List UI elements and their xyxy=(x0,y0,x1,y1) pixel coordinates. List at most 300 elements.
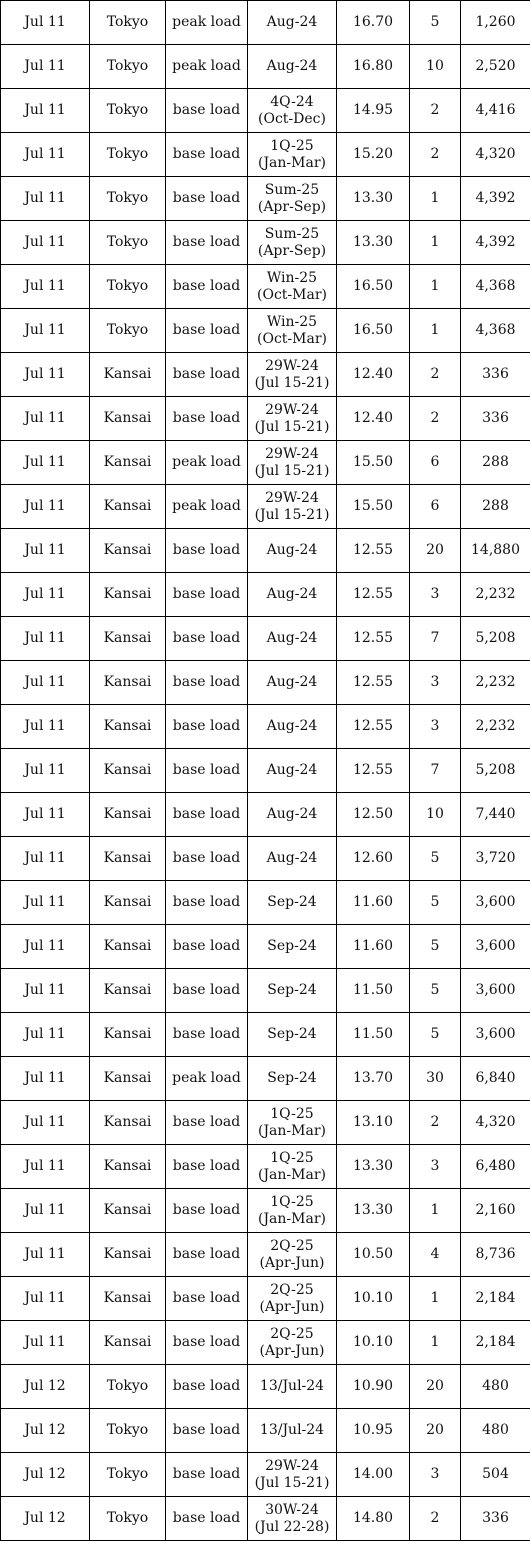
price-cell: 13.70 xyxy=(337,1057,410,1101)
date-cell: Jul 11 xyxy=(1,1321,90,1365)
volume-cell: 1,260 xyxy=(461,1,530,45)
load-type-cell: base load xyxy=(166,793,248,837)
area-cell: Kansai xyxy=(90,1145,166,1189)
load-type-cell: base load xyxy=(166,89,248,133)
date-cell: Jul 11 xyxy=(1,925,90,969)
date-cell: Jul 11 xyxy=(1,1145,90,1189)
load-type-cell: base load xyxy=(166,749,248,793)
delivery-period-cell xyxy=(248,353,337,397)
delivery-period-range: (Jul 15-21) xyxy=(254,506,330,523)
area-cell: Kansai xyxy=(90,1013,166,1057)
delivery-period-cell xyxy=(248,441,337,485)
delivery-period-cell xyxy=(248,925,337,969)
area-cell: Kansai xyxy=(90,1057,166,1101)
date-cell: Jul 11 xyxy=(1,617,90,661)
area-cell: Tokyo xyxy=(90,133,166,177)
volume-cell: 5,208 xyxy=(461,749,530,793)
date-cell: Jul 11 xyxy=(1,529,90,573)
area-cell: Kansai xyxy=(90,1321,166,1365)
delivery-period-cell xyxy=(248,1013,337,1057)
quantity-cell: 10 xyxy=(410,793,461,837)
price-cell: 14.95 xyxy=(337,89,410,133)
load-type-cell: peak load xyxy=(166,1057,248,1101)
load-type-cell: base load xyxy=(166,1233,248,1277)
delivery-period-range: (Apr-Sep) xyxy=(257,198,327,215)
area-cell: Kansai xyxy=(90,353,166,397)
volume-cell: 3,600 xyxy=(461,881,530,925)
delivery-period-label: 1Q-25 xyxy=(270,1105,314,1122)
delivery-period-label: Aug-24 xyxy=(266,542,318,558)
delivery-period-cell xyxy=(248,661,337,705)
load-type-cell: base load xyxy=(166,1321,248,1365)
quantity-cell: 1 xyxy=(410,221,461,265)
quantity-cell: 7 xyxy=(410,749,461,793)
table-row xyxy=(1,837,530,881)
area-cell: Tokyo xyxy=(90,1,166,45)
volume-cell: 336 xyxy=(461,397,530,441)
table-row xyxy=(1,793,530,837)
date-cell: Jul 11 xyxy=(1,1101,90,1145)
date-cell: Jul 11 xyxy=(1,221,90,265)
quantity-cell: 5 xyxy=(410,837,461,881)
delivery-period-label: Aug-24 xyxy=(266,806,318,822)
delivery-period-range: (Oct-Dec) xyxy=(258,110,326,127)
area-cell: Kansai xyxy=(90,573,166,617)
quantity-cell: 4 xyxy=(410,1233,461,1277)
delivery-period-cell xyxy=(248,309,337,353)
date-cell: Jul 11 xyxy=(1,881,90,925)
price-cell: 11.50 xyxy=(337,1013,410,1057)
area-cell: Tokyo xyxy=(90,309,166,353)
volume-cell: 504 xyxy=(461,1453,530,1497)
delivery-period-cell xyxy=(248,969,337,1013)
delivery-period-range: (Apr-Sep) xyxy=(257,242,327,259)
delivery-period-range: (Oct-Mar) xyxy=(257,286,327,303)
area-cell: Kansai xyxy=(90,925,166,969)
table-row xyxy=(1,1277,530,1321)
delivery-period-cell xyxy=(248,1497,337,1541)
table-row xyxy=(1,1365,530,1409)
price-cell: 11.60 xyxy=(337,925,410,969)
date-cell: Jul 11 xyxy=(1,133,90,177)
delivery-period-label: Win-25 xyxy=(266,269,318,286)
delivery-period-label: Aug-24 xyxy=(266,674,318,690)
volume-cell: 2,184 xyxy=(461,1277,530,1321)
delivery-period-label: 29W-24 xyxy=(265,445,319,462)
price-cell: 16.70 xyxy=(337,1,410,45)
delivery-period-range: (Jan-Mar) xyxy=(257,1122,326,1139)
delivery-period-range: (Apr-Jun) xyxy=(259,1254,325,1271)
quantity-cell: 6 xyxy=(410,485,461,529)
delivery-period-label: Aug-24 xyxy=(266,718,318,734)
quantity-cell: 1 xyxy=(410,265,461,309)
delivery-period-cell xyxy=(248,1101,337,1145)
table-row xyxy=(1,441,530,485)
quantity-cell: 30 xyxy=(410,1057,461,1101)
delivery-period-cell xyxy=(248,133,337,177)
date-cell: Jul 12 xyxy=(1,1365,90,1409)
area-cell: Tokyo xyxy=(90,1409,166,1453)
delivery-period-cell xyxy=(248,881,337,925)
table-row xyxy=(1,89,530,133)
load-type-cell: base load xyxy=(166,573,248,617)
delivery-period-cell xyxy=(248,793,337,837)
volume-cell: 6,840 xyxy=(461,1057,530,1101)
table-row xyxy=(1,1321,530,1365)
delivery-period-cell xyxy=(248,1233,337,1277)
table-row xyxy=(1,397,530,441)
quantity-cell: 3 xyxy=(410,573,461,617)
quantity-cell: 20 xyxy=(410,529,461,573)
load-type-cell: peak load xyxy=(166,441,248,485)
area-cell: Tokyo xyxy=(90,1365,166,1409)
delivery-period-label: 30W-24 xyxy=(265,1501,319,1518)
area-cell: Tokyo xyxy=(90,45,166,89)
quantity-cell: 1 xyxy=(410,1321,461,1365)
delivery-period-label: Sum-25 xyxy=(264,225,320,242)
price-cell: 13.30 xyxy=(337,221,410,265)
area-cell: Kansai xyxy=(90,617,166,661)
price-cell: 10.10 xyxy=(337,1321,410,1365)
area-cell: Kansai xyxy=(90,1277,166,1321)
table-row xyxy=(1,265,530,309)
volume-cell: 2,232 xyxy=(461,573,530,617)
delivery-period-range: (Apr-Jun) xyxy=(259,1342,325,1359)
date-cell: Jul 11 xyxy=(1,353,90,397)
delivery-period-range: (Jul 15-21) xyxy=(254,418,330,435)
load-type-cell: base load xyxy=(166,397,248,441)
load-type-cell: base load xyxy=(166,1365,248,1409)
area-cell: Kansai xyxy=(90,485,166,529)
quantity-cell: 5 xyxy=(410,1,461,45)
area-cell: Kansai xyxy=(90,441,166,485)
delivery-period-range: (Apr-Jun) xyxy=(259,1298,325,1315)
delivery-period-range: (Oct-Mar) xyxy=(257,330,327,347)
load-type-cell: base load xyxy=(166,133,248,177)
volume-cell: 3,600 xyxy=(461,969,530,1013)
delivery-period-cell xyxy=(248,397,337,441)
load-type-cell: base load xyxy=(166,1189,248,1233)
table-row xyxy=(1,1101,530,1145)
delivery-period-label: Aug-24 xyxy=(266,850,318,866)
delivery-period-label: 29W-24 xyxy=(265,489,319,506)
delivery-period-label: Aug-24 xyxy=(266,630,318,646)
volume-cell: 4,392 xyxy=(461,221,530,265)
volume-cell: 3,600 xyxy=(461,925,530,969)
area-cell: Kansai xyxy=(90,661,166,705)
price-cell: 12.50 xyxy=(337,793,410,837)
table-row xyxy=(1,485,530,529)
price-cell: 15.50 xyxy=(337,485,410,529)
volume-cell: 288 xyxy=(461,485,530,529)
load-type-cell: base load xyxy=(166,1277,248,1321)
volume-cell: 2,232 xyxy=(461,661,530,705)
load-type-cell: base load xyxy=(166,353,248,397)
date-cell: Jul 12 xyxy=(1,1409,90,1453)
delivery-period-cell xyxy=(248,221,337,265)
table-row xyxy=(1,1145,530,1189)
delivery-period-label: Aug-24 xyxy=(266,586,318,602)
delivery-period-cell xyxy=(248,1057,337,1101)
price-cell: 10.50 xyxy=(337,1233,410,1277)
price-cell: 12.55 xyxy=(337,617,410,661)
area-cell: Kansai xyxy=(90,1101,166,1145)
volume-cell: 4,392 xyxy=(461,177,530,221)
price-cell: 12.60 xyxy=(337,837,410,881)
date-cell: Jul 11 xyxy=(1,969,90,1013)
delivery-period-range: (Jul 15-21) xyxy=(254,374,330,391)
volume-cell: 4,320 xyxy=(461,133,530,177)
volume-cell: 480 xyxy=(461,1409,530,1453)
price-cell: 12.55 xyxy=(337,705,410,749)
delivery-period-label: Aug-24 xyxy=(266,14,318,30)
volume-cell: 7,440 xyxy=(461,793,530,837)
delivery-period-cell xyxy=(248,1145,337,1189)
date-cell: Jul 11 xyxy=(1,1189,90,1233)
volume-cell: 4,368 xyxy=(461,265,530,309)
quantity-cell: 6 xyxy=(410,441,461,485)
table-row xyxy=(1,1497,530,1541)
date-cell: Jul 11 xyxy=(1,1233,90,1277)
price-cell: 12.55 xyxy=(337,661,410,705)
quantity-cell: 5 xyxy=(410,925,461,969)
volume-cell: 336 xyxy=(461,1497,530,1541)
load-type-cell: base load xyxy=(166,221,248,265)
delivery-period-cell xyxy=(248,1365,337,1409)
delivery-period-label: Sep-24 xyxy=(267,1070,317,1086)
quantity-cell: 5 xyxy=(410,881,461,925)
delivery-period-cell xyxy=(248,265,337,309)
area-cell: Kansai xyxy=(90,705,166,749)
delivery-period-label: 29W-24 xyxy=(265,1457,319,1474)
delivery-period-cell xyxy=(248,1189,337,1233)
price-cell: 13.30 xyxy=(337,1189,410,1233)
volume-cell: 4,368 xyxy=(461,309,530,353)
table-row xyxy=(1,1233,530,1277)
delivery-period-cell xyxy=(248,1,337,45)
load-type-cell: base load xyxy=(166,529,248,573)
price-cell: 16.80 xyxy=(337,45,410,89)
load-type-cell: base load xyxy=(166,969,248,1013)
volume-cell: 6,480 xyxy=(461,1145,530,1189)
load-type-cell: base load xyxy=(166,1013,248,1057)
load-type-cell: base load xyxy=(166,881,248,925)
price-cell: 14.00 xyxy=(337,1453,410,1497)
date-cell: Jul 11 xyxy=(1,1013,90,1057)
delivery-period-label: 13/Jul-24 xyxy=(259,1422,325,1438)
area-cell: Kansai xyxy=(90,397,166,441)
area-cell: Tokyo xyxy=(90,1453,166,1497)
load-type-cell: base load xyxy=(166,1409,248,1453)
volume-cell: 8,736 xyxy=(461,1233,530,1277)
table-row xyxy=(1,705,530,749)
quantity-cell: 5 xyxy=(410,969,461,1013)
quantity-cell: 5 xyxy=(410,1013,461,1057)
area-cell: Kansai xyxy=(90,969,166,1013)
quantity-cell: 1 xyxy=(410,177,461,221)
volume-cell: 3,600 xyxy=(461,1013,530,1057)
table-row xyxy=(1,1057,530,1101)
volume-cell: 2,160 xyxy=(461,1189,530,1233)
date-cell: Jul 11 xyxy=(1,265,90,309)
quantity-cell: 1 xyxy=(410,1189,461,1233)
price-cell: 12.55 xyxy=(337,529,410,573)
load-type-cell: base load xyxy=(166,1453,248,1497)
quantity-cell: 2 xyxy=(410,133,461,177)
quantity-cell: 2 xyxy=(410,353,461,397)
load-type-cell: base load xyxy=(166,1497,248,1541)
quantity-cell: 2 xyxy=(410,1497,461,1541)
price-cell: 12.55 xyxy=(337,573,410,617)
delivery-period-cell xyxy=(248,89,337,133)
delivery-period-label: 29W-24 xyxy=(265,357,319,374)
delivery-period-range: (Jul 15-21) xyxy=(254,462,330,479)
table-row xyxy=(1,1013,530,1057)
date-cell: Jul 11 xyxy=(1,749,90,793)
delivery-period-label: 4Q-24 xyxy=(270,93,314,110)
price-cell: 10.95 xyxy=(337,1409,410,1453)
delivery-period-cell xyxy=(248,837,337,881)
delivery-period-range: (Jan-Mar) xyxy=(257,1166,326,1183)
date-cell: Jul 11 xyxy=(1,661,90,705)
volume-cell: 288 xyxy=(461,441,530,485)
load-type-cell: peak load xyxy=(166,1,248,45)
delivery-period-range: (Jul 22-28) xyxy=(254,1518,330,1535)
delivery-period-cell xyxy=(248,485,337,529)
delivery-period-label: Sep-24 xyxy=(267,938,317,954)
price-cell: 11.60 xyxy=(337,881,410,925)
volume-cell: 5,208 xyxy=(461,617,530,661)
area-cell: Tokyo xyxy=(90,177,166,221)
quantity-cell: 7 xyxy=(410,617,461,661)
date-cell: Jul 11 xyxy=(1,793,90,837)
load-type-cell: base load xyxy=(166,705,248,749)
load-type-cell: base load xyxy=(166,265,248,309)
quantity-cell: 2 xyxy=(410,397,461,441)
table-row xyxy=(1,353,530,397)
area-cell: Kansai xyxy=(90,1233,166,1277)
delivery-period-label: 1Q-25 xyxy=(270,1193,314,1210)
load-type-cell: base load xyxy=(166,177,248,221)
area-cell: Tokyo xyxy=(90,89,166,133)
delivery-period-cell xyxy=(248,177,337,221)
date-cell: Jul 11 xyxy=(1,441,90,485)
load-type-cell: base load xyxy=(166,1145,248,1189)
price-cell: 16.50 xyxy=(337,309,410,353)
delivery-period-range: (Jan-Mar) xyxy=(257,1210,326,1227)
delivery-period-label: 1Q-25 xyxy=(270,137,314,154)
area-cell: Kansai xyxy=(90,529,166,573)
table-row xyxy=(1,1409,530,1453)
date-cell: Jul 11 xyxy=(1,177,90,221)
quantity-cell: 1 xyxy=(410,1277,461,1321)
delivery-period-label: 2Q-25 xyxy=(270,1281,314,1298)
area-cell: Tokyo xyxy=(90,265,166,309)
delivery-period-cell xyxy=(248,1321,337,1365)
trades-table-body xyxy=(1,1,530,1541)
delivery-period-label: Win-25 xyxy=(266,313,318,330)
volume-cell: 4,416 xyxy=(461,89,530,133)
delivery-period-cell xyxy=(248,749,337,793)
delivery-period-cell xyxy=(248,705,337,749)
price-cell: 12.55 xyxy=(337,749,410,793)
date-cell: Jul 11 xyxy=(1,485,90,529)
load-type-cell: peak load xyxy=(166,485,248,529)
table-row xyxy=(1,1,530,45)
table-row xyxy=(1,749,530,793)
delivery-period-cell xyxy=(248,45,337,89)
date-cell: Jul 11 xyxy=(1,573,90,617)
table-row xyxy=(1,1189,530,1233)
volume-cell: 2,520 xyxy=(461,45,530,89)
delivery-period-label: Sep-24 xyxy=(267,982,317,998)
table-row xyxy=(1,617,530,661)
date-cell: Jul 11 xyxy=(1,837,90,881)
load-type-cell: base load xyxy=(166,925,248,969)
quantity-cell: 3 xyxy=(410,661,461,705)
delivery-period-label: Sep-24 xyxy=(267,894,317,910)
date-cell: Jul 11 xyxy=(1,1057,90,1101)
area-cell: Kansai xyxy=(90,881,166,925)
date-cell: Jul 12 xyxy=(1,1497,90,1541)
table-row xyxy=(1,133,530,177)
delivery-period-range: (Jan-Mar) xyxy=(257,154,326,171)
quantity-cell: 3 xyxy=(410,1453,461,1497)
quantity-cell: 20 xyxy=(410,1365,461,1409)
load-type-cell: base load xyxy=(166,661,248,705)
delivery-period-label: 13/Jul-24 xyxy=(259,1378,325,1394)
date-cell: Jul 11 xyxy=(1,89,90,133)
date-cell: Jul 11 xyxy=(1,1,90,45)
area-cell: Kansai xyxy=(90,749,166,793)
price-cell: 15.50 xyxy=(337,441,410,485)
volume-cell: 480 xyxy=(461,1365,530,1409)
table-row xyxy=(1,881,530,925)
table-row xyxy=(1,573,530,617)
table-row xyxy=(1,661,530,705)
table-row xyxy=(1,529,530,573)
price-cell: 12.40 xyxy=(337,397,410,441)
area-cell: Tokyo xyxy=(90,1497,166,1541)
date-cell: Jul 11 xyxy=(1,1277,90,1321)
delivery-period-label: Sep-24 xyxy=(267,1026,317,1042)
delivery-period-cell xyxy=(248,1453,337,1497)
date-cell: Jul 11 xyxy=(1,705,90,749)
volume-cell: 3,720 xyxy=(461,837,530,881)
load-type-cell: base load xyxy=(166,1101,248,1145)
price-cell: 13.10 xyxy=(337,1101,410,1145)
price-cell: 14.80 xyxy=(337,1497,410,1541)
delivery-period-label: 2Q-25 xyxy=(270,1325,314,1342)
table-row xyxy=(1,309,530,353)
delivery-period-cell xyxy=(248,529,337,573)
price-cell: 10.10 xyxy=(337,1277,410,1321)
delivery-period-label: 2Q-25 xyxy=(270,1237,314,1254)
volume-cell: 2,232 xyxy=(461,705,530,749)
delivery-period-label: Sum-25 xyxy=(264,181,320,198)
volume-cell: 2,184 xyxy=(461,1321,530,1365)
delivery-period-range: (Jul 15-21) xyxy=(254,1474,330,1491)
price-cell: 16.50 xyxy=(337,265,410,309)
delivery-period-cell xyxy=(248,1277,337,1321)
area-cell: Kansai xyxy=(90,793,166,837)
delivery-period-cell xyxy=(248,1409,337,1453)
price-cell: 12.40 xyxy=(337,353,410,397)
price-cell: 13.30 xyxy=(337,1145,410,1189)
price-cell: 13.30 xyxy=(337,177,410,221)
delivery-period-cell xyxy=(248,617,337,661)
area-cell: Tokyo xyxy=(90,221,166,265)
